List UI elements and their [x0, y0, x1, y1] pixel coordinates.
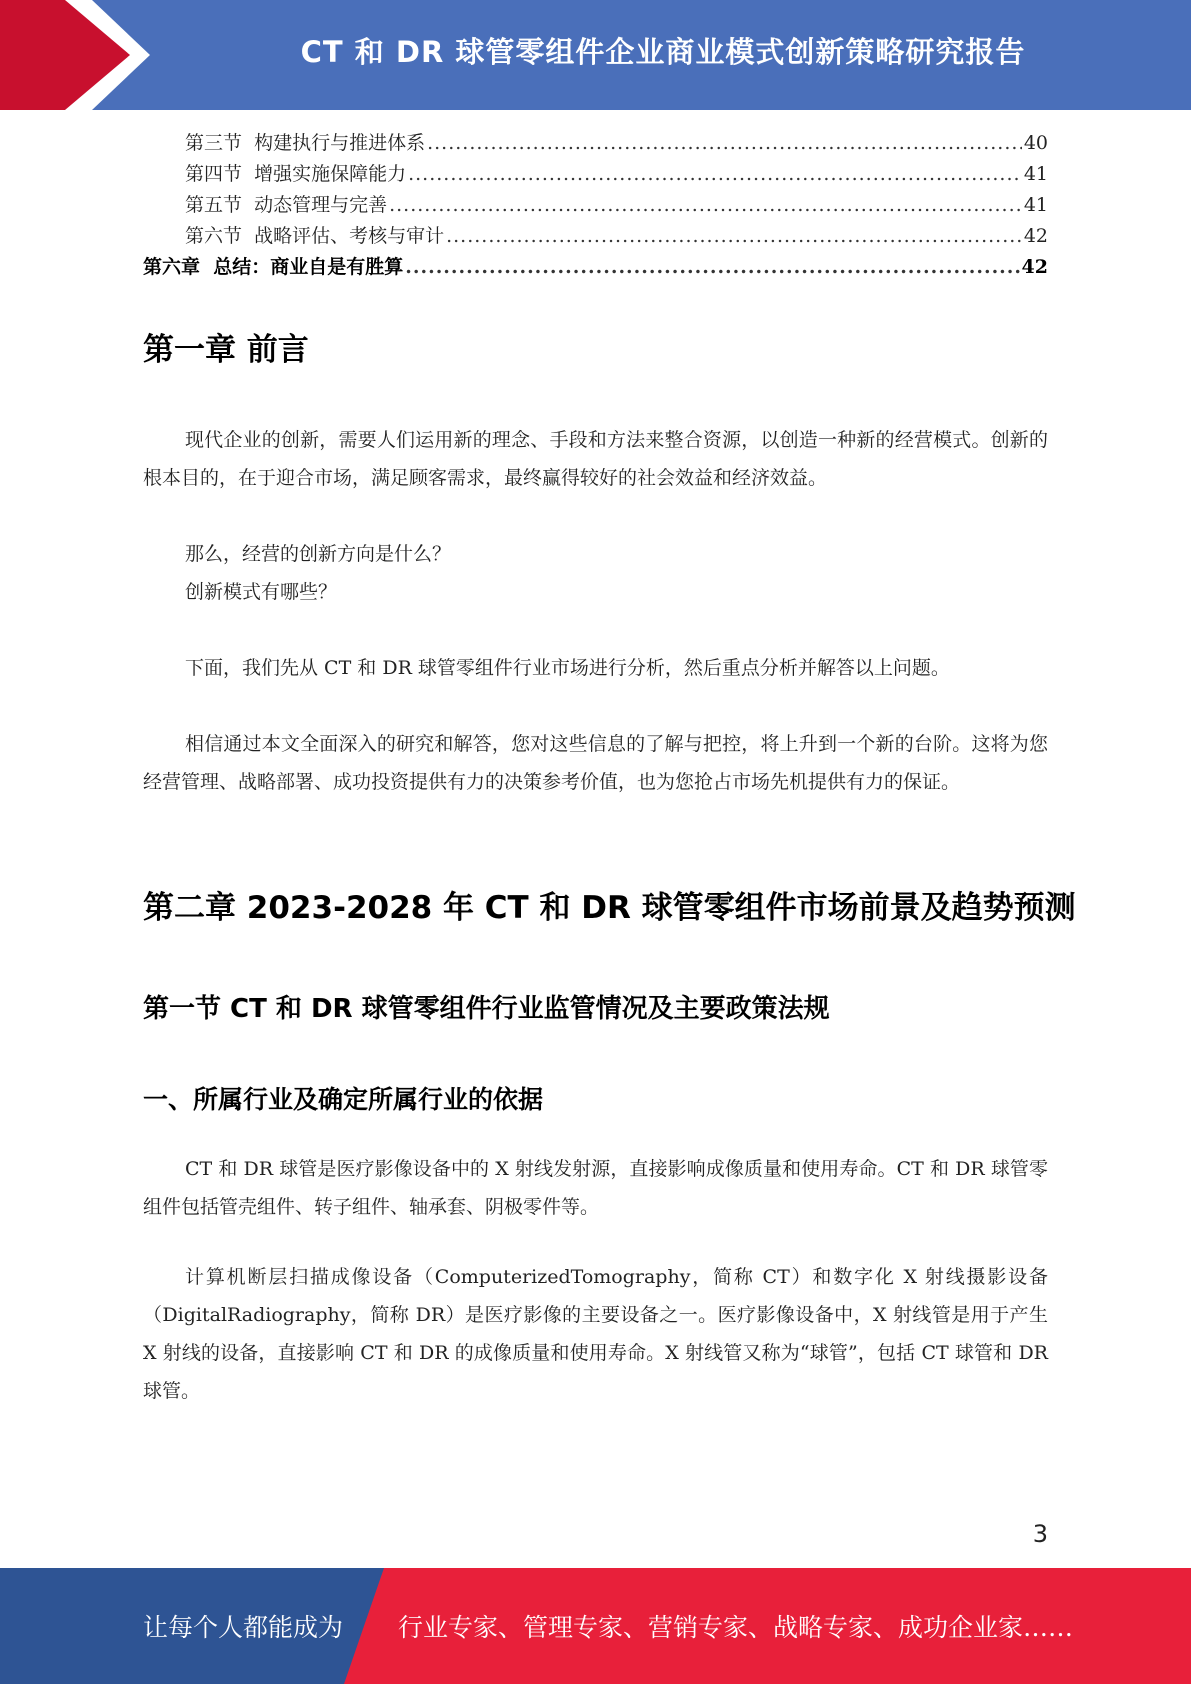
subsection-title: 一、所属行业及确定所属行业的依据 — [143, 1085, 544, 1114]
toc-leader-dots — [427, 128, 1022, 159]
toc-entry-label: 第四节 增强实施保障能力 — [185, 163, 407, 185]
chapter-1-paragraph-1 — [143, 421, 1048, 497]
question-line: 创新模式有哪些？ — [185, 581, 338, 603]
toc-entry-page: 42 — [1021, 256, 1048, 278]
chapter-1-paragraph-2 — [143, 649, 1048, 687]
chapter-1-heading-block — [143, 324, 1048, 369]
toc-entry-label: 第五节 动态管理与完善 — [185, 194, 388, 216]
page-header — [0, 0, 1191, 110]
toc-leader-dots — [446, 221, 1022, 252]
paragraph: 计算机断层扫描成像设备（ComputerizedTomography，简称 CT）和数字化 X 射线摄影设备（DigitalRadiography，简称 DR）是医疗影像的主要设备之一。医疗影像设备中，X 射线管是用于产生 X 射线的设备，直接影响 CT 和 DR 的成像质量和使用寿命。X 射线管又称为“球管”，包括 CT 球管和 DR 球管。 — [143, 1266, 1048, 1402]
toc-entry-page: 40 — [1023, 132, 1048, 154]
header-title: CT 和 DR 球管零组件企业商业模式创新策略研究报告 — [300, 34, 1026, 69]
footer-slogan-right: 行业专家、管理专家、营销专家、战略专家、成功企业家…… — [398, 1613, 1074, 1642]
subsection-heading-block — [143, 1080, 1048, 1116]
chapter-2-paragraph-2 — [143, 1258, 1048, 1410]
toc-leader-dots — [389, 190, 1022, 221]
paragraph: 现代企业的创新，需要人们运用新的理念、手段和方法来整合资源，以创造一种新的经营模式。创新的根本目的，在于迎合市场，满足顾客需求，最终赢得较好的社会效益和经济效益。 — [143, 429, 1048, 489]
toc-entry-label: 第三节 构建执行与推进体系 — [185, 132, 426, 154]
section-title: 第一节 CT 和 DR 球管零组件行业监管情况及主要政策法规 — [143, 994, 830, 1024]
section-1-heading-block — [143, 988, 1048, 1025]
chapter-1-paragraph-3 — [143, 725, 1048, 801]
toc-entry[interactable] — [143, 128, 1048, 159]
toc-entry[interactable] — [143, 159, 1048, 190]
question-line: 那么，经营的创新方向是什么？ — [185, 543, 452, 565]
toc-entry[interactable] — [143, 190, 1048, 221]
toc-entry-chapter[interactable] — [143, 252, 1048, 283]
toc-entry-page: 41 — [1023, 194, 1048, 216]
chapter-2-title: 第二章 2023-2028 年 CT 和 DR 球管零组件市场前景及趋势预测 — [143, 890, 1076, 926]
toc-entry-label: 第六章 总结：商业自是有胜算 — [143, 256, 404, 278]
paragraph: 下面，我们先从 CT 和 DR 球管零组件行业市场进行分析，然后重点分析并解答以上问题。 — [185, 657, 950, 679]
toc-entry-page: 41 — [1023, 163, 1048, 185]
page-number: 3 — [1032, 1520, 1048, 1548]
toc-leader-dots — [408, 159, 1022, 190]
paragraph: CT 和 DR 球管是医疗影像设备中的 X 射线发射源，直接影响成像质量和使用寿命。CT 和 DR 球管零组件包括管壳组件、转子组件、轴承套、阴极零件等。 — [143, 1158, 1048, 1218]
toc-leader-dots — [405, 252, 1019, 283]
toc-entry-page: 42 — [1023, 225, 1048, 247]
chapter-2-heading-block — [143, 882, 1076, 927]
chapter-1-questions — [143, 535, 1048, 611]
footer-slogan-left: 让每个人都能成为 — [143, 1613, 344, 1642]
chapter-2-paragraph-1 — [143, 1150, 1048, 1226]
page-footer — [0, 1568, 1191, 1684]
table-of-contents — [143, 128, 1048, 283]
toc-entry[interactable] — [143, 221, 1048, 252]
toc-entry-label: 第六节 战略评估、考核与审计 — [185, 225, 445, 247]
chapter-1-title: 第一章 前言 — [143, 332, 309, 368]
paragraph: 相信通过本文全面深入的研究和解答，您对这些信息的了解与把控，将上升到一个新的台阶。这将为您经营管理、战略部署、成功投资提供有力的决策参考价值，也为您抢占市场先机提供有力的保证。 — [143, 733, 1048, 793]
